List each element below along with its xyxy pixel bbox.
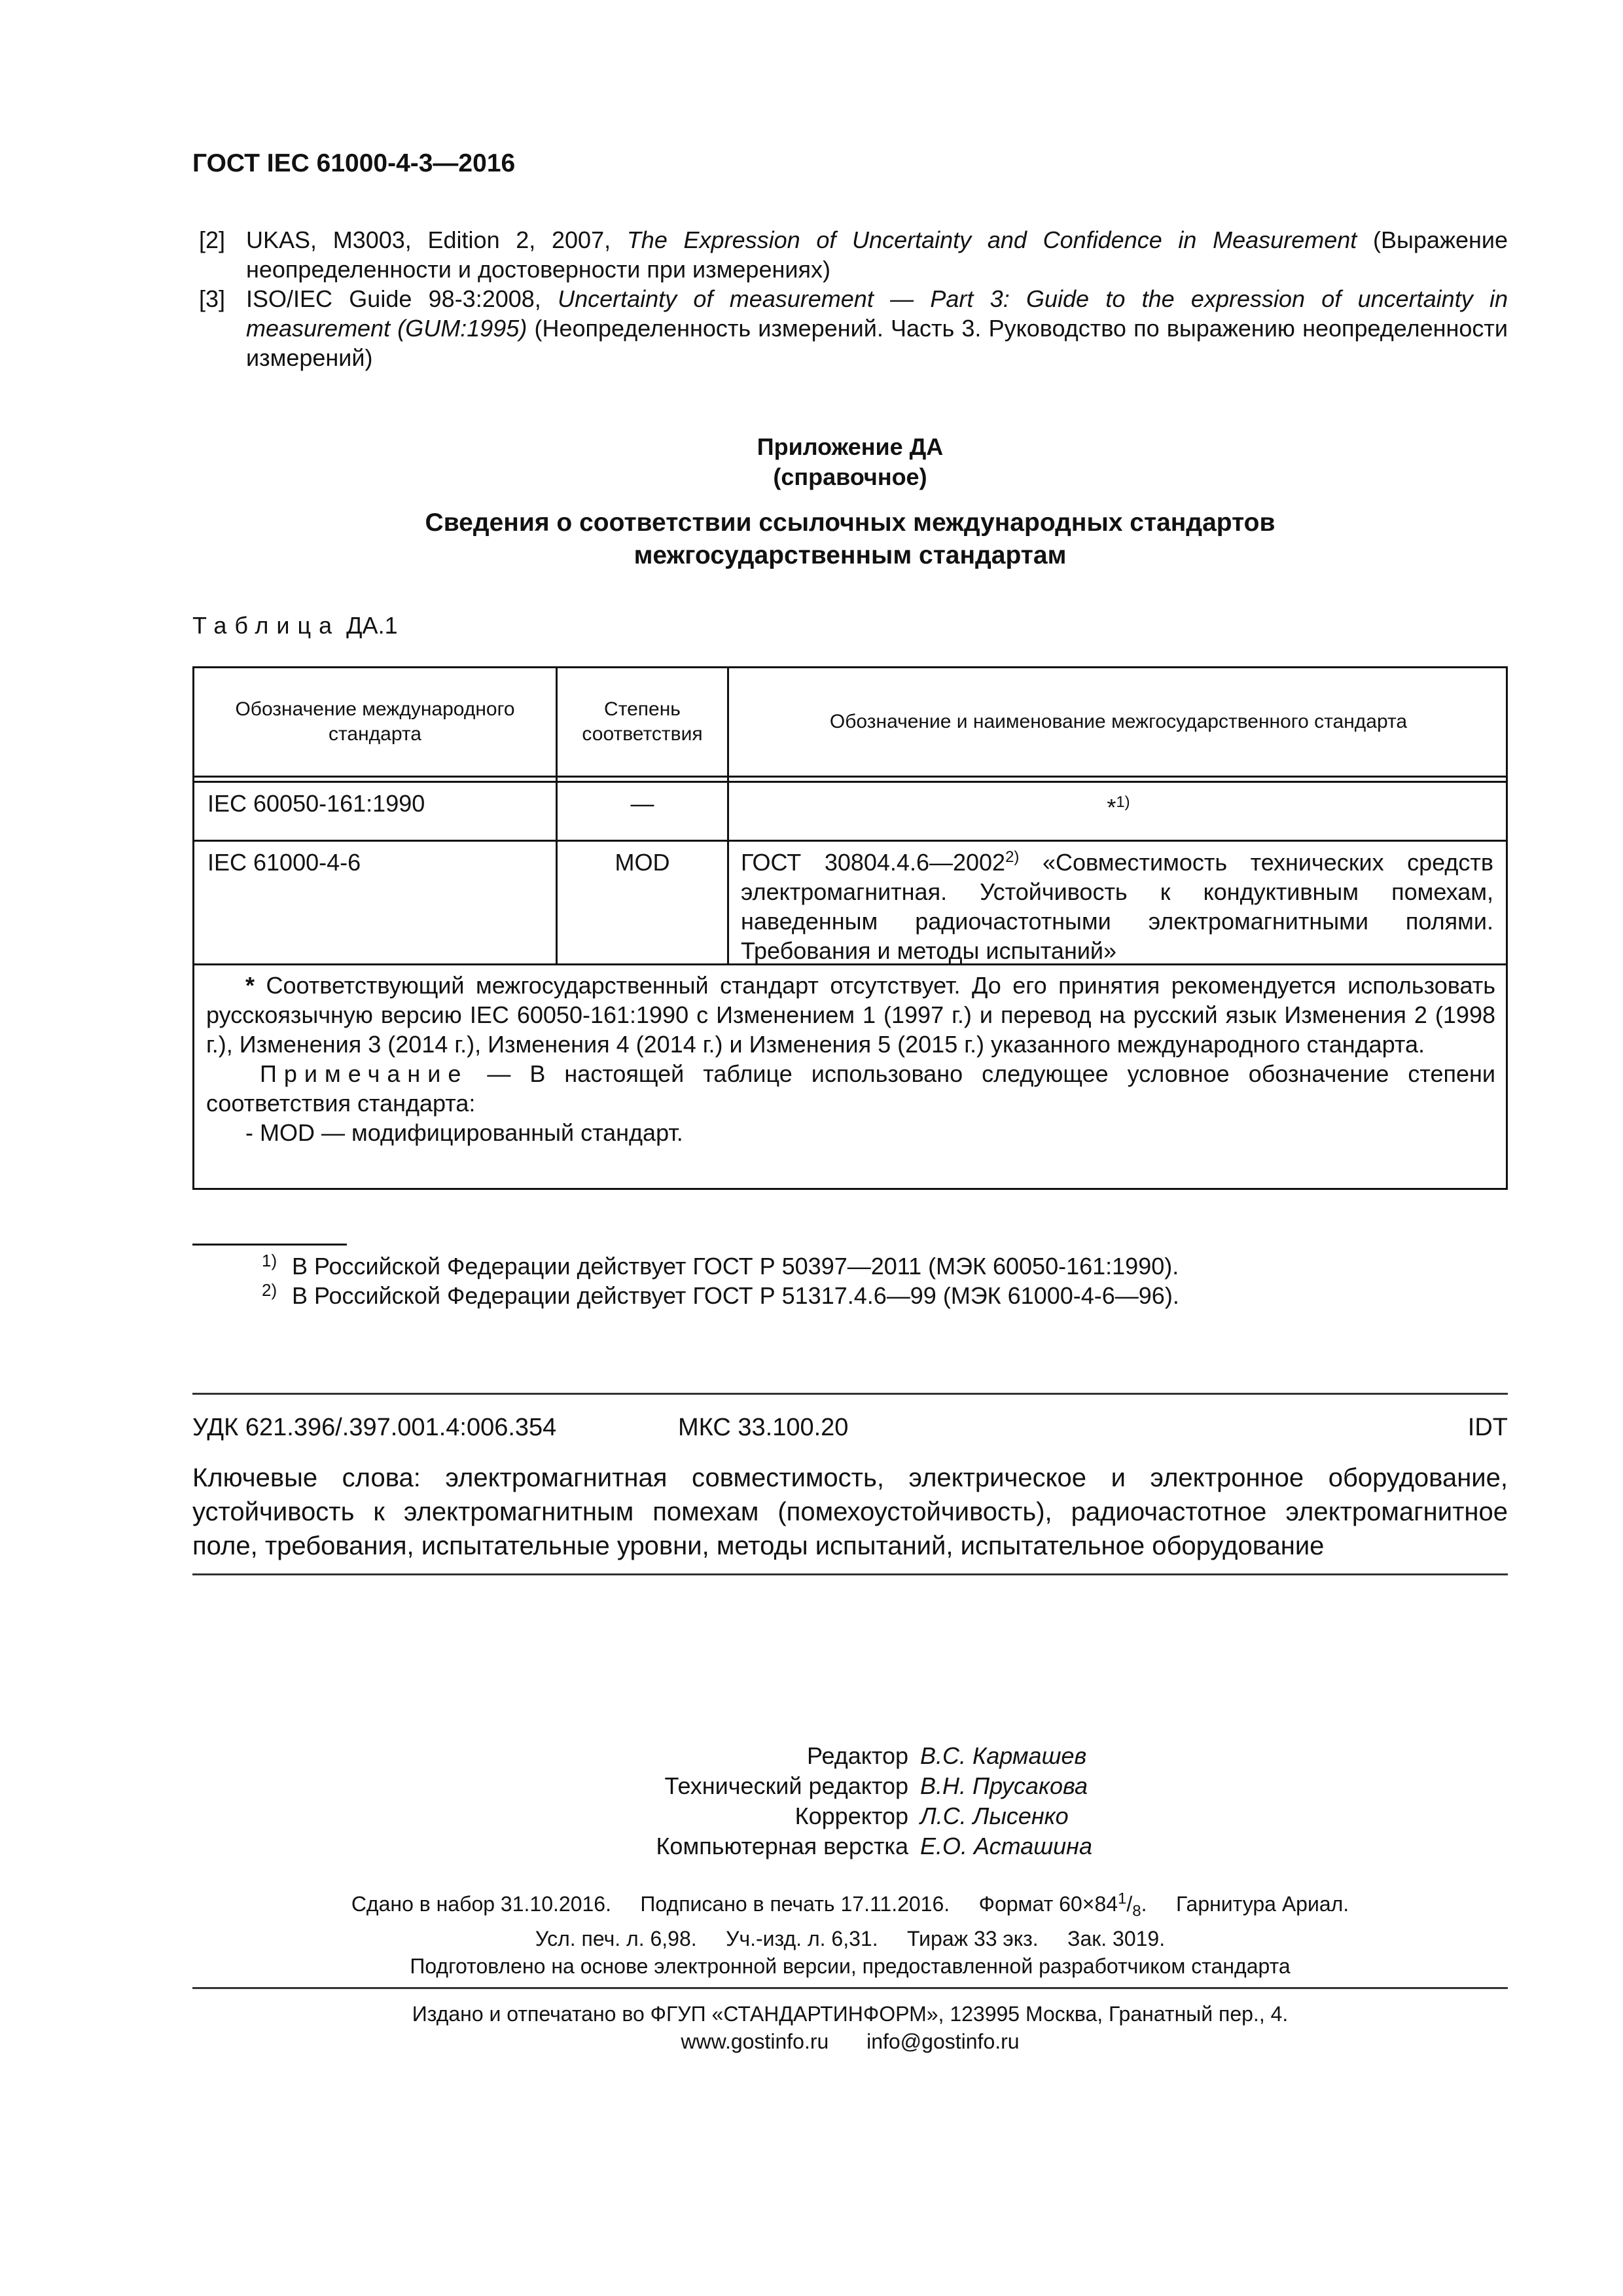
imprint-line: Подготовлено на основе электронной версии, предоставленной разработчиком стандарта xyxy=(410,1954,1291,1979)
table-cell-interstate xyxy=(729,793,1508,822)
reference-number: [3] xyxy=(199,285,226,312)
asterisk-mark: * xyxy=(1107,794,1116,821)
udk-code: УДК 621.396/.397.001.4:006.354 xyxy=(192,1414,557,1441)
staff-row xyxy=(192,1741,1508,1771)
imprint-text: Сдано в набор 31.10.2016. Подписано в печать 17.11.2016. Формат 60×84 xyxy=(351,1892,1118,1916)
footnote-ref: 2) xyxy=(1005,848,1020,866)
table-footer xyxy=(206,971,1495,1147)
footnote-text: В Российской Федерации действует ГОСТ Р 50397—2011 (МЭК 60050-161:1990). xyxy=(292,1253,1179,1280)
footnote-mark: 1) xyxy=(262,1251,277,1270)
footnote xyxy=(249,1281,1179,1310)
annex-subtitle: (справочное) xyxy=(773,463,927,490)
correspondence-table xyxy=(192,666,1508,1190)
publisher-contacts xyxy=(192,2028,1508,2055)
format-denominator: 8 xyxy=(1132,1902,1141,1920)
footnote xyxy=(249,1251,1179,1281)
section-divider xyxy=(192,1573,1508,1575)
reference-prefix: UKAS, M3003, Edition 2, 2007, xyxy=(246,226,627,253)
table-caption-id: ДА.1 xyxy=(346,612,398,639)
reference-title: The Expression of Uncertainty and Confidence in Measurement xyxy=(626,226,1357,253)
table-footer-star-text: Соответствующий межгосударственный стандарт отсутствует. До его принятия рекомендуется использовать русскоязычную версию IEC 60050-161:1990 с Изменением 1 (1997 г.) и перевод на русский язык Изменения 2 (1998 г.), Изменения 3 (2014 г.), Изменения 4 (2014 г.) и Изменения 5 (2015 г.) указанного международного стандарта. xyxy=(206,972,1495,1058)
table-caption xyxy=(192,612,398,639)
reference-item xyxy=(192,225,1508,284)
publisher-info xyxy=(192,2000,1508,2055)
annex-heading-line: межгосударственным стандартам xyxy=(633,541,1067,569)
staff-list xyxy=(192,1741,1508,1861)
format-numerator: 1 xyxy=(1118,1890,1127,1908)
header-interstate-standard: Обозначение и наименование межгосударственного стандарта xyxy=(829,711,1408,732)
table-cell-international: IEC 61000-4-6 xyxy=(207,849,361,876)
footnote-mark: 2) xyxy=(262,1280,277,1300)
keywords: Ключевые слова: электромагнитная совместимость, электрическое и электронное оборудование, устойчивость к электромагнитным помехам (помехоустойчивость), радиочастотное электромагнитное поле, требования, испытательные уровни, методы испытаний, испытательное оборудование xyxy=(192,1463,1508,1560)
imprint xyxy=(192,1890,1508,1980)
table-note xyxy=(206,1059,1495,1118)
note-text: — В настоящей таблице использовано следующее условное обозначение степени соответствия стандарта: xyxy=(206,1060,1495,1117)
table-cell-interstate xyxy=(741,848,1493,965)
reference-title: Uncertainty of measurement — Part 3: Guide to the expression of uncertainty in measurement (GUM:1995) xyxy=(246,285,1508,342)
footnotes xyxy=(249,1251,1179,1310)
staff-name: Л.С. Лысенко xyxy=(920,1803,1069,1829)
staff-name: В.С. Кармашев xyxy=(920,1742,1087,1769)
reference-number: [2] xyxy=(199,226,226,253)
annex-heading xyxy=(192,507,1508,572)
reference-suffix: (Выражение неопределенности и достоверности при измерениях) xyxy=(246,226,1508,283)
footnote-divider xyxy=(192,1244,347,1246)
imprint-text: . Гарнитура Ариал. xyxy=(1141,1892,1349,1916)
footnote-text: В Российской Федерации действует ГОСТ Р 51317.4.6—99 (МЭК 61000-4-6—96). xyxy=(292,1282,1179,1309)
idt-label: IDT xyxy=(1467,1414,1508,1441)
note-word: Примечание xyxy=(260,1060,469,1087)
table-cell-international: IEC 60050-161:1990 xyxy=(207,790,425,817)
publisher-address: Издано и отпечатано во ФГУП «СТАНДАРТИНФОРМ», 123995 Москва, Гранатный пер., 4. xyxy=(412,2002,1289,2026)
staff-role: Компьютерная верстка xyxy=(656,1833,908,1859)
annex-heading-line: Сведения о соответствии ссылочных международных стандартов xyxy=(425,509,1275,537)
reference-suffix: (Неопределенность измерений. Часть 3. Руководство по выражению неопределенности измерений) xyxy=(246,315,1508,371)
header-degree: Степень соответствия xyxy=(582,698,703,745)
gost-title: «Совместимость технических средств электромагнитная. Устойчивость к кондуктивным помехам, наведенным радиочастотными электромагнитными полями. Требования и методы испытаний» xyxy=(741,849,1493,964)
section-divider xyxy=(192,1393,1508,1395)
staff-name: В.Н. Прусакова xyxy=(920,1772,1088,1799)
table-cell-degree: — xyxy=(630,790,654,817)
staff-row xyxy=(192,1801,1508,1831)
table-cell-degree: MOD xyxy=(615,849,670,876)
staff-role: Корректор xyxy=(794,1803,908,1829)
staff-role: Редактор xyxy=(807,1742,908,1769)
email-link[interactable]: info@gostinfo.ru xyxy=(866,2030,1020,2053)
reference-item xyxy=(192,284,1508,372)
website-link[interactable]: www.gostinfo.ru xyxy=(681,2030,829,2053)
staff-row xyxy=(192,1831,1508,1861)
reference-prefix: ISO/IEC Guide 98-3:2008, xyxy=(246,285,558,312)
section-divider xyxy=(192,1987,1508,1989)
staff-row xyxy=(192,1771,1508,1801)
asterisk-mark: * xyxy=(245,972,255,999)
document-code: ГОСТ IEC 61000-4-3—2016 xyxy=(192,149,516,177)
note-item: - MOD — модифицированный стандарт. xyxy=(245,1119,683,1146)
annex-title: Приложение ДА xyxy=(757,433,944,460)
imprint-line: Усл. печ. л. 6,98. Уч.-изд. л. 6,31. Тираж 33 экз. Зак. 3019. xyxy=(535,1927,1166,1951)
gost-designation: ГОСТ 30804.4.6—2002 xyxy=(741,849,1006,876)
staff-role: Технический редактор xyxy=(664,1772,908,1799)
staff-name: Е.О. Асташина xyxy=(920,1833,1092,1859)
table-footer-star-note xyxy=(206,971,1495,1059)
header-international-standard: Обозначение международного стандарта xyxy=(235,698,515,745)
bibliography xyxy=(192,225,1508,372)
footnote-ref: 1) xyxy=(1116,793,1130,811)
table-caption-word: Таблица xyxy=(192,612,340,639)
mks-code: МКС 33.100.20 xyxy=(678,1414,849,1441)
imprint-line: Сдано в набор 31.10.2016. Подписано в печать 17.11.2016. Формат $60\times 84^1/_8$. Гарнитура Ариал. xyxy=(351,1890,1349,1920)
annex-title-block xyxy=(192,432,1508,492)
